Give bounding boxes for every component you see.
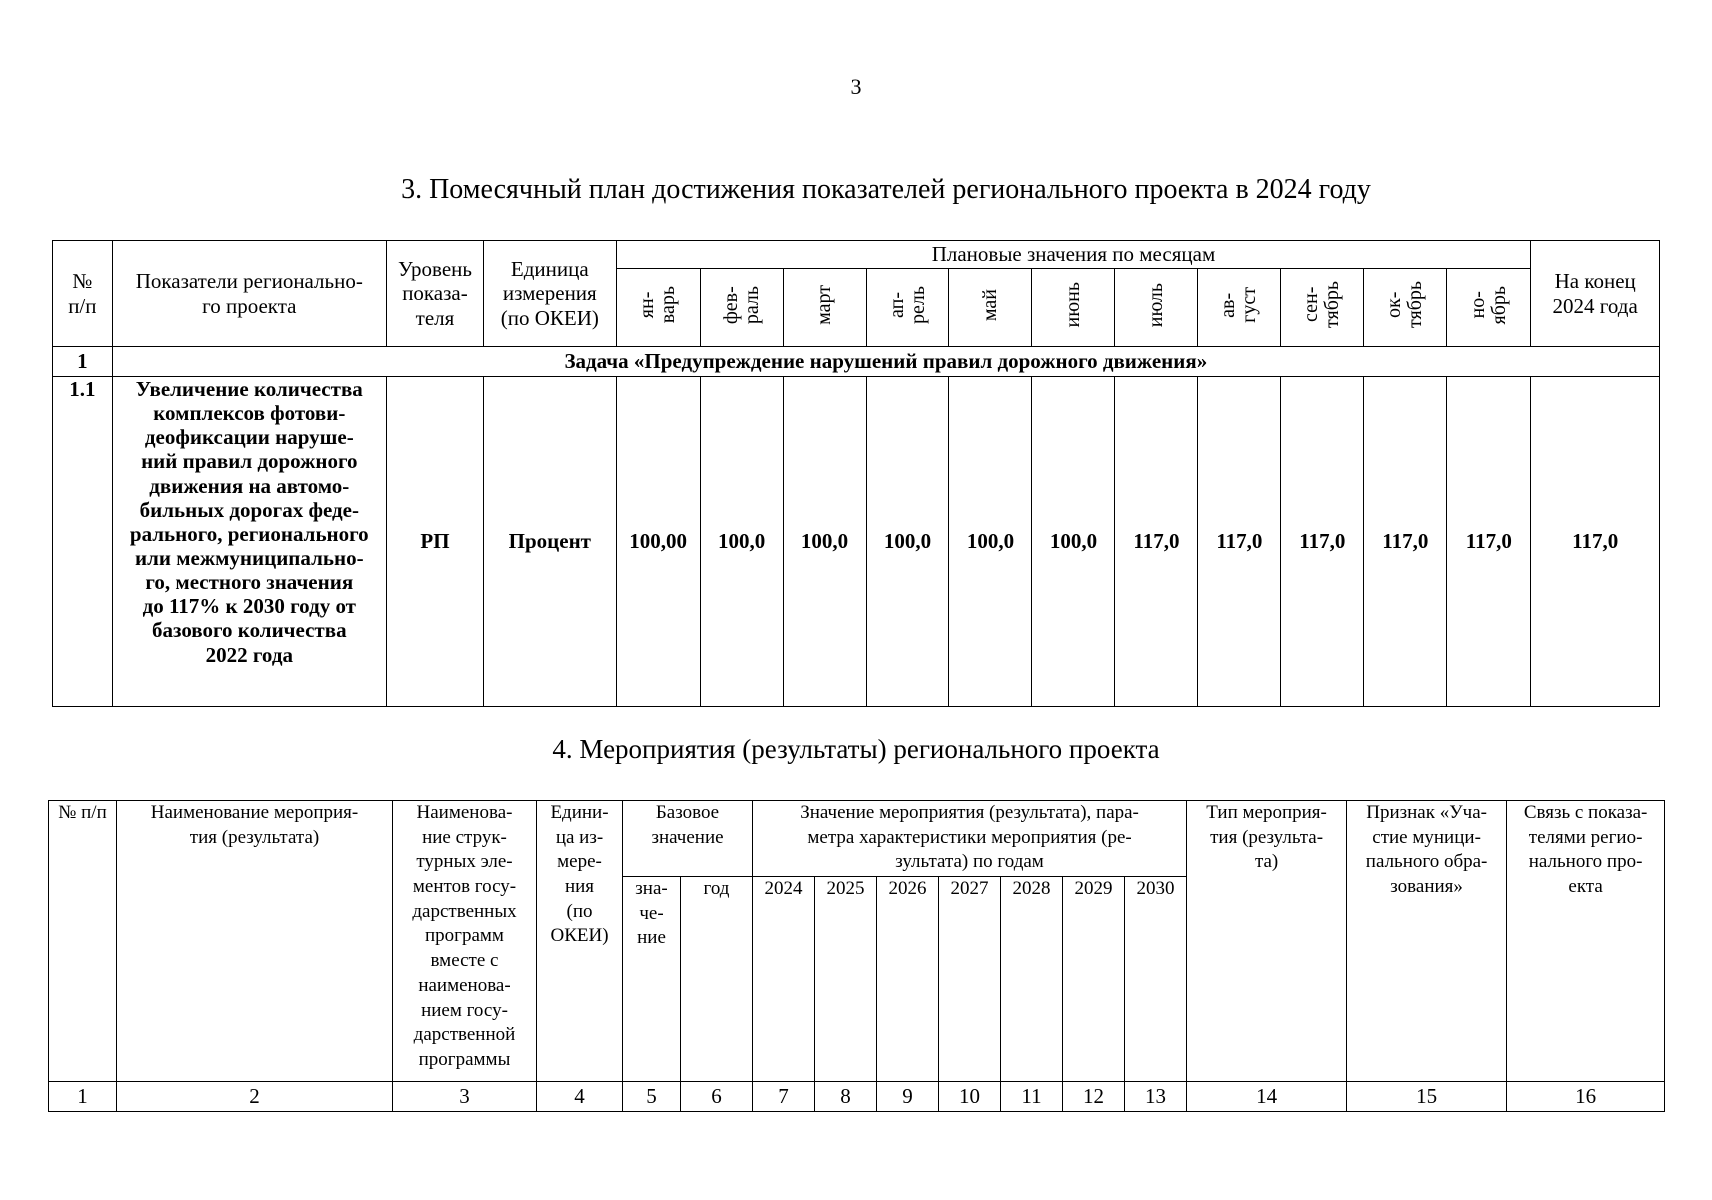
month-value: 100,0	[949, 377, 1032, 707]
month-value: 117,0	[1198, 377, 1281, 707]
column-number: 16	[1507, 1082, 1665, 1112]
column-number: 2	[117, 1082, 393, 1112]
header-level: Уровень показа- теля	[386, 241, 483, 347]
year-header: 2028	[1001, 877, 1063, 1082]
section4-title: 4. Мероприятия (результаты) регионального проекта	[552, 734, 1160, 764]
month-header: ок- тябрь	[1364, 269, 1447, 347]
act-header-type: Тип мероприя- тия (результа- та)	[1187, 801, 1347, 1082]
header-indicator: Показатели регионально- го проекта	[112, 241, 386, 347]
column-number: 3	[393, 1082, 537, 1112]
indicator-name: Увеличение количества комплексов фотови- деофиксации наруше- ний правил дорожного движения на автомо- бильных дорогах феде- рального, регионального или межмуниципально- го, местного значения до 117% к 2030 году от базового количества 2022 года	[112, 377, 386, 707]
month-header: ап- рель	[866, 269, 949, 347]
month-header: но- ябрь	[1447, 269, 1531, 347]
month-header: июль	[1115, 269, 1198, 347]
column-number: 11	[1001, 1082, 1063, 1112]
month-value: 117,0	[1115, 377, 1198, 707]
year-header: 2027	[939, 877, 1001, 1082]
month-header: май	[949, 269, 1032, 347]
column-number: 15	[1347, 1082, 1507, 1112]
month-value: 117,0	[1281, 377, 1364, 707]
month-value: 100,0	[1032, 377, 1115, 707]
month-header: июнь	[1032, 269, 1115, 347]
act-header-municipal: Признак «Уча- стие муници- пального обра- зования»	[1347, 801, 1507, 1082]
task-title: Задача «Предупреждение нарушений правил дорожного движения»	[112, 347, 1659, 377]
column-number: 8	[815, 1082, 877, 1112]
column-number: 7	[753, 1082, 815, 1112]
act-header-link: Связь с показа- телями регио- нального про- екта	[1507, 801, 1665, 1082]
column-number: 12	[1063, 1082, 1125, 1112]
column-number: 1	[49, 1082, 117, 1112]
year-header: 2025	[815, 877, 877, 1082]
column-number: 14	[1187, 1082, 1347, 1112]
header-unit: Единица измерения (по ОКЕИ)	[484, 241, 617, 347]
act-header-base: Базовое значение	[623, 801, 753, 877]
month-header: март	[783, 269, 866, 347]
year-header: 2026	[877, 877, 939, 1082]
act-header-base-year: год	[681, 877, 753, 1082]
column-number: 13	[1125, 1082, 1187, 1112]
indicator-level: РП	[386, 377, 483, 707]
header-num: № п/п	[53, 241, 113, 347]
column-number: 10	[939, 1082, 1001, 1112]
column-number: 6	[681, 1082, 753, 1112]
month-header: фев- раль	[700, 269, 783, 347]
header-end-2024: На конец 2024 года	[1531, 241, 1660, 347]
month-header: ав- густ	[1198, 269, 1281, 347]
page-number: 3	[850, 74, 862, 99]
section3-title: 3. Помесячный план достижения показателей регионального проекта в 2024 году	[401, 174, 1371, 205]
month-value: 117,0	[1364, 377, 1447, 707]
row-number: 1.1	[53, 377, 113, 707]
month-value: 100,0	[700, 377, 783, 707]
act-header-base-value: зна- че- ние	[623, 877, 681, 1082]
month-header: ян- варь	[616, 269, 700, 347]
act-header-structural: Наименова- ние струк- турных эле- ментов госу- дарственных программ вместе с наименова- нием госу- дарственной программы	[393, 801, 537, 1082]
year-header: 2024	[753, 877, 815, 1082]
year-header: 2030	[1125, 877, 1187, 1082]
year-header: 2029	[1063, 877, 1125, 1082]
month-value: 100,0	[866, 377, 949, 707]
column-number: 5	[623, 1082, 681, 1112]
act-header-unit: Едини- ца из- мере- ния (по ОКЕИ)	[537, 801, 623, 1082]
column-number: 9	[877, 1082, 939, 1112]
month-value: 100,00	[616, 377, 700, 707]
month-value: 117,0	[1447, 377, 1531, 707]
act-header-num: № п/п	[49, 801, 117, 1082]
act-header-name: Наименование мероприя- тия (результата)	[117, 801, 393, 1082]
monthly-plan-table	[52, 240, 1660, 707]
header-planned-values: Плановые значения по месяцам	[616, 241, 1531, 269]
month-header: сен- тябрь	[1281, 269, 1364, 347]
indicator-unit: Процент	[484, 377, 617, 707]
act-header-values-by-year: Значение мероприятия (результата), пара- метра характеристики мероприятия (ре- зультата) по годам	[753, 801, 1187, 877]
task-number: 1	[53, 347, 113, 377]
end-value: 117,0	[1531, 377, 1660, 707]
month-value: 100,0	[783, 377, 866, 707]
activities-table	[48, 800, 1665, 1112]
column-number: 4	[537, 1082, 623, 1112]
